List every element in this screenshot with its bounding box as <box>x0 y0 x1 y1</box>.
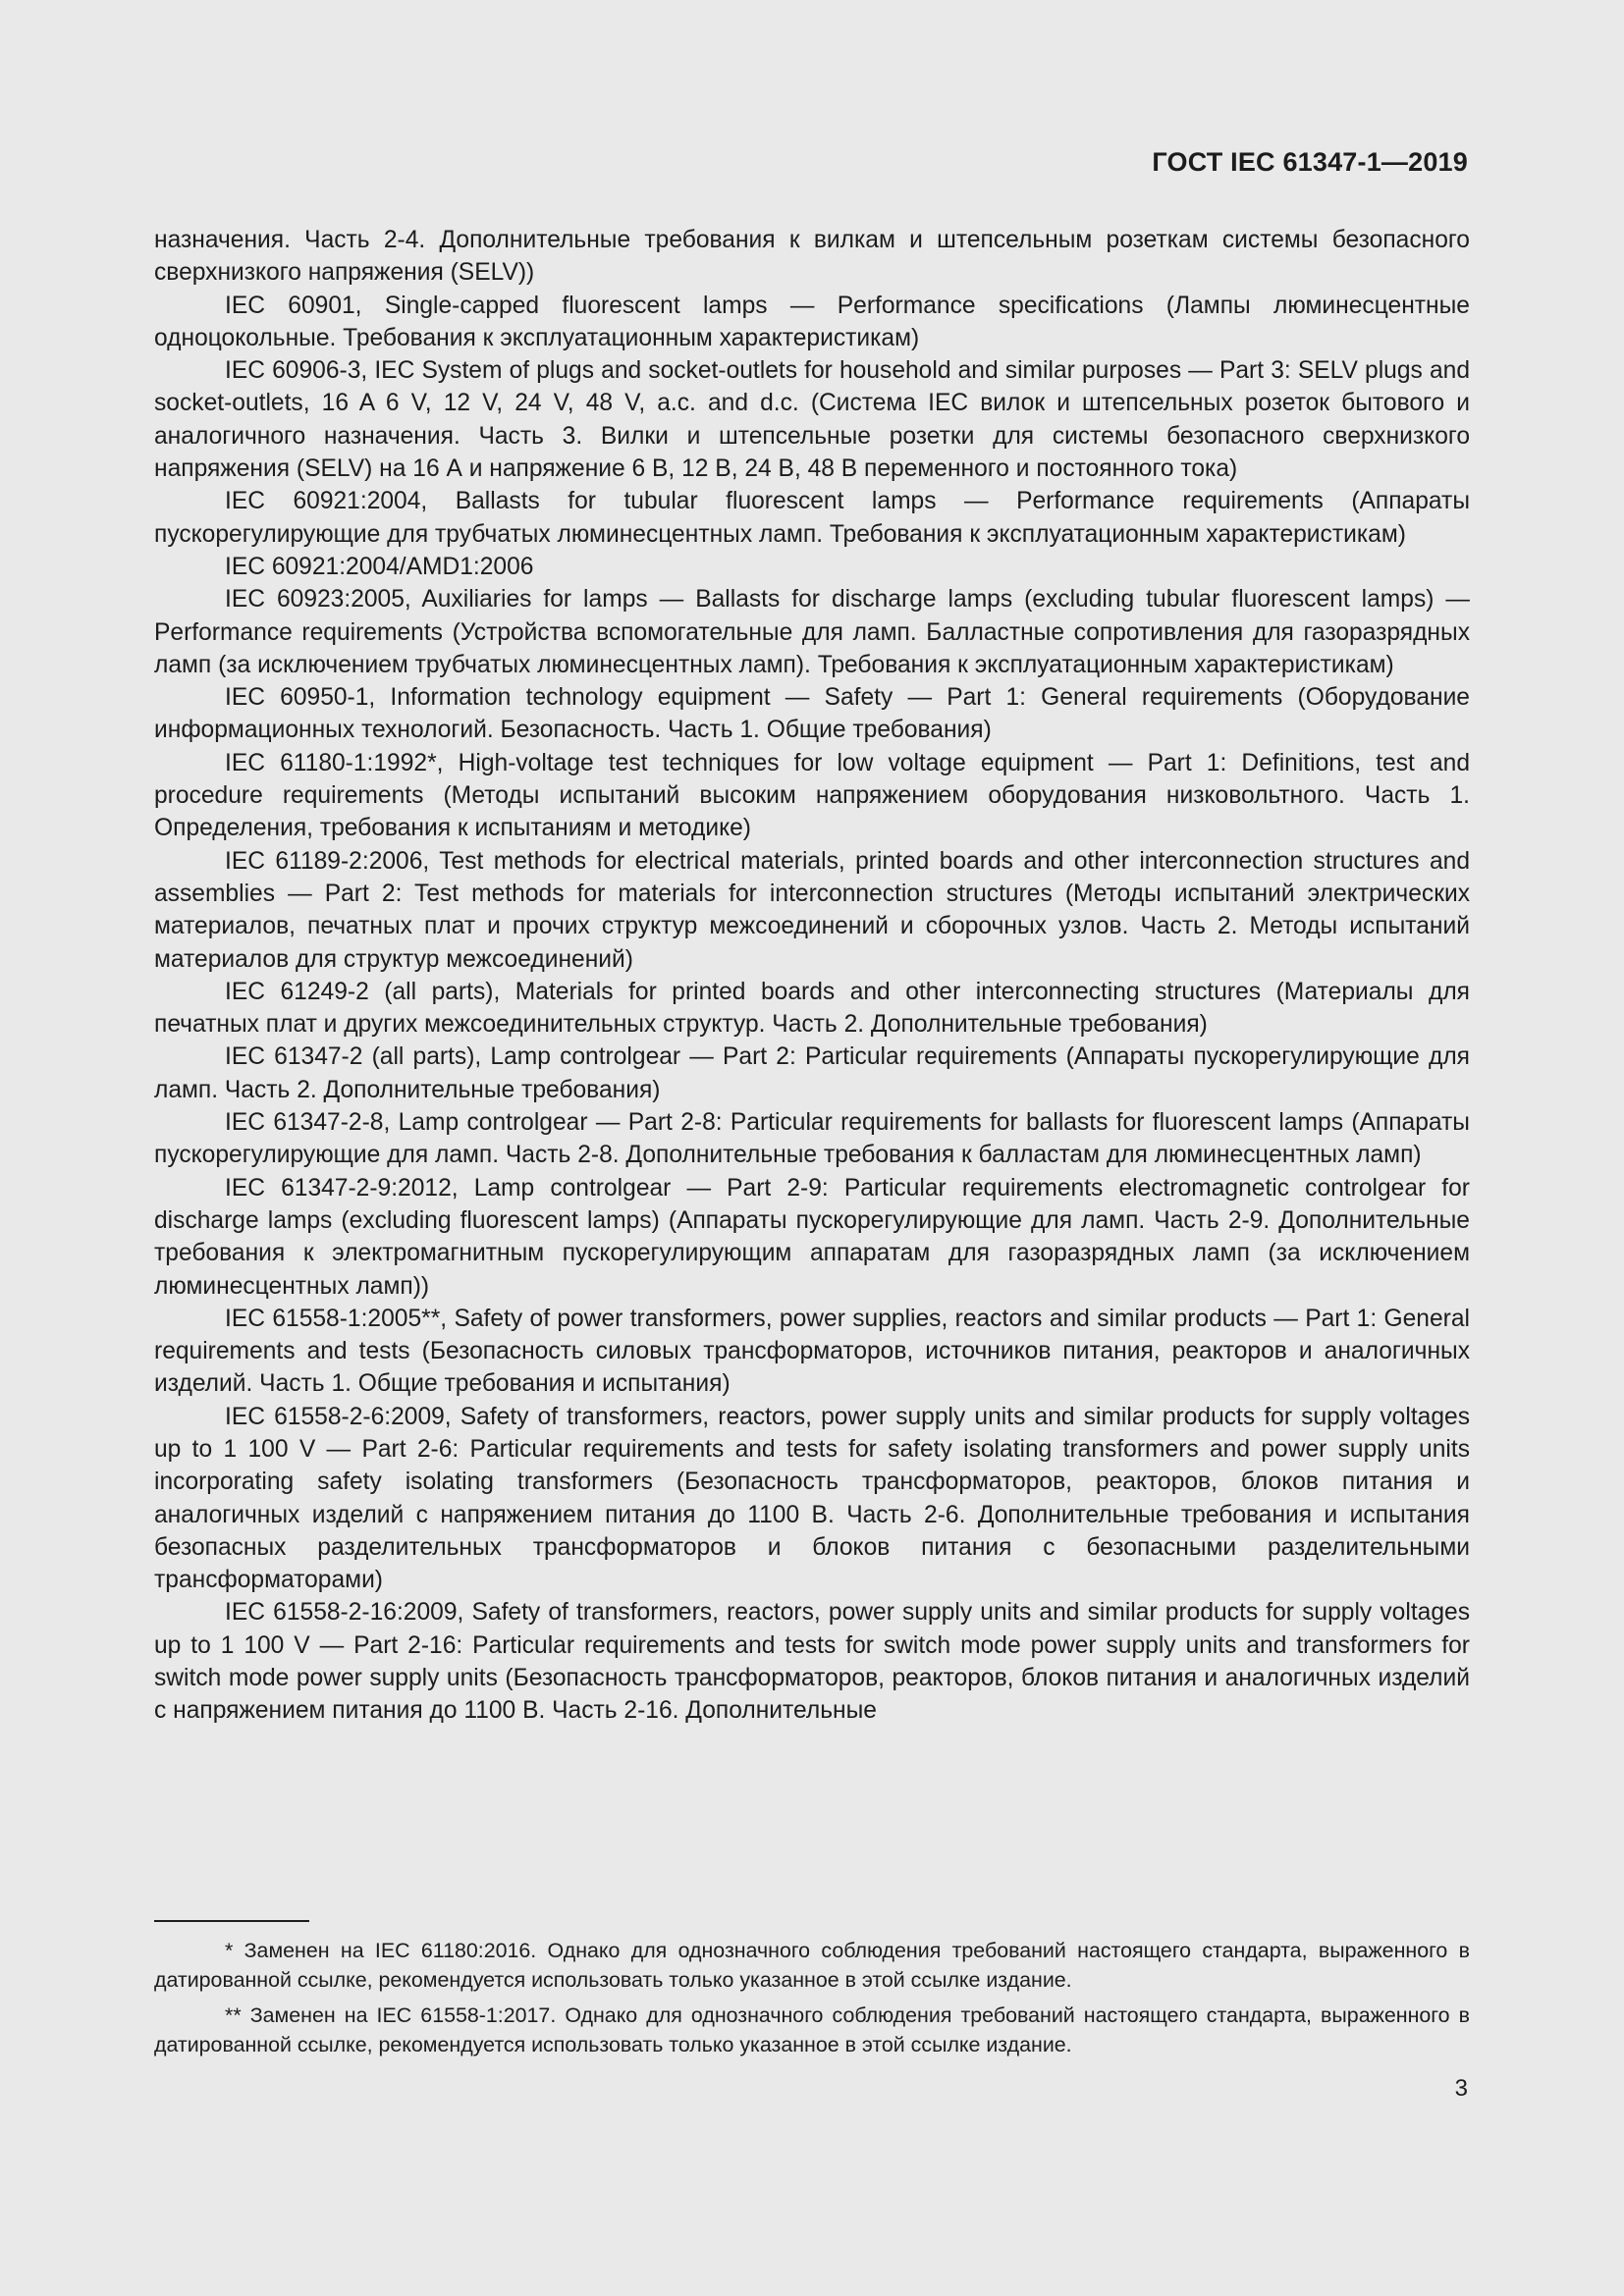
footnote-divider <box>154 1920 309 1922</box>
reference-paragraph: IEC 60906-3, IEC System of plugs and socket-outlets for household and similar purposes — Part 3: SELV plugs and socket-outlets, 16 A 6 V, 12 V, 24 V, 48 V, a.c. and d.c. (Система IEC вилок и штепсельных розеток бытового и аналогичного назначения. Часть 3. Вилки и штепсельные розетки для системы безопасного сверхнизкого напряжения (SELV) на 16 А и напряжение 6 В, 12 В, 24 В, 48 В переменного и постоянного тока) <box>154 357 1470 483</box>
footnote: ** Заменен на IEC 61558-1:2017. Однако для однозначного соблюдения требований настоящего стандарта, выраженного в датированной ссылке, рекомендуется использовать только указанное в этой ссылке издание. <box>154 2003 1470 2056</box>
reference-paragraph: IEC 61347-2-9:2012, Lamp controlgear — Part 2-9: Particular requirements electromagnetic controlgear for discharge lamps (excluding fluorescent lamps) (Аппараты пускорегулирующие для ламп. Часть 2-9. Дополнительные требования к электромагнитным пускорегулирующим аппаратам для газоразрядных ламп (за исключением люминесцентных ламп)) <box>154 1174 1470 1300</box>
reference-paragraph: IEC 61180-1:1992*, High-voltage test techniques for low voltage equipment — Part 1: Definitions, test and procedure requirements (Методы испытаний высоким напряжением оборудования низковольтного. Часть 1. Определения, требования к испытаниям и методике) <box>154 749 1470 842</box>
reference-paragraph: IEC 60921:2004/AMD1:2006 <box>225 553 534 580</box>
reference-paragraph: IEC 61347-2-8, Lamp controlgear — Part 2-8: Particular requirements for ballasts for fluorescent lamps (Аппараты пускорегулирующие для ламп. Часть 2-8. Дополнительные требования к балластам для люминесцентных ламп) <box>154 1109 1470 1169</box>
reference-paragraph: IEC 61347-2 (all parts), Lamp controlgear — Part 2: Particular requirements (Аппараты пускорегулирующие для ламп. Часть 2. Дополнительные требования) <box>154 1043 1470 1103</box>
reference-paragraph: IEC 61249-2 (all parts), Materials for printed boards and other interconnecting structures (Материалы для печатных плат и других межсоединительных структур. Часть 2. Дополнительные требования) <box>154 978 1470 1039</box>
paragraph-continuation: назначения. Часть 2-4. Дополнительные требования к вилкам и штепсельным розеткам системы безопасного сверхнизкого напряжения (SELV)) <box>154 227 1470 287</box>
reference-paragraph: IEC 61558-2-6:2009, Safety of transformers, reactors, power supply units and similar products for supply voltages up to 1 100 V — Part 2-6: Particular requirements and tests for safety isolating transformers and power supply units incorporating safety isolating transformers (Безопасность трансформаторов, реакторов, блоков питания и аналогичных изделий с напряжением питания до 1100 В. Часть 2-6. Дополнительные требования и испытания безопасных разделительных трансформаторов и блоков питания с безопасными разделительными трансформаторами) <box>154 1403 1470 1594</box>
reference-paragraph: IEC 61189-2:2006, Test methods for electrical materials, printed boards and other interconnection structures and assemblies — Part 2: Test methods for materials for interconnection structures (Методы испытаний электрических материалов, печатных плат и прочих структур межсоединений и сборочных узлов. Часть 2. Методы испытаний материалов для структур межсоединений) <box>154 847 1470 973</box>
footnotes <box>154 1936 1470 2065</box>
reference-paragraph: IEC 61558-2-16:2009, Safety of transformers, reactors, power supply units and similar products for supply voltages up to 1 100 V — Part 2-16: Particular requirements and tests for switch mode power supply units and transformers for switch mode power supply units (Безопасность трансформаторов, реакторов, блоков питания и аналогичных изделий с напряжением питания до 1100 В. Часть 2-16. Дополнительные <box>154 1599 1470 1725</box>
document-header: ГОСТ IEC 61347-1—2019 <box>1152 147 1468 177</box>
reference-paragraph: IEC 60950-1, Information technology equipment — Safety — Part 1: General requirements (Оборудование информационных технологий. Безопасность. Часть 1. Общие требования) <box>154 684 1470 744</box>
reference-paragraph: IEC 61558-1:2005**, Safety of power transformers, power supplies, reactors and similar products — Part 1: General requirements and tests (Безопасность силовых трансформаторов, источников питания, реакторов и аналогичных изделий. Часть 1. Общие требования и испытания) <box>154 1305 1470 1398</box>
document-body <box>154 224 1470 1728</box>
reference-paragraph: IEC 60923:2005, Auxiliaries for lamps — Ballasts for discharge lamps (excluding tubular fluorescent lamps) — Performance requirements (Устройства вспомогательные для ламп. Балластные сопротивления для газоразрядных ламп (за исключением трубчатых люминесцентных ламп). Требования к эксплуатационным характеристикам) <box>154 586 1470 678</box>
reference-paragraph: IEC 60901, Single-capped fluorescent lamps — Performance specifications (Лампы люминесцентные одноцокольные. Требования к эксплуатационным характеристикам) <box>154 292 1470 351</box>
reference-paragraph: IEC 60921:2004, Ballasts for tubular fluorescent lamps — Performance requirements (Аппараты пускорегулирующие для трубчатых люминесцентных ламп. Требования к эксплуатационным характеристикам) <box>154 488 1470 548</box>
page-number: 3 <box>1454 2075 1468 2102</box>
footnote: * Заменен на IEC 61180:2016. Однако для однозначного соблюдения требований настоящего стандарта, выраженного в датированной ссылке, рекомендуется использовать только указанное в этой ссылке издание. <box>154 1939 1470 1992</box>
